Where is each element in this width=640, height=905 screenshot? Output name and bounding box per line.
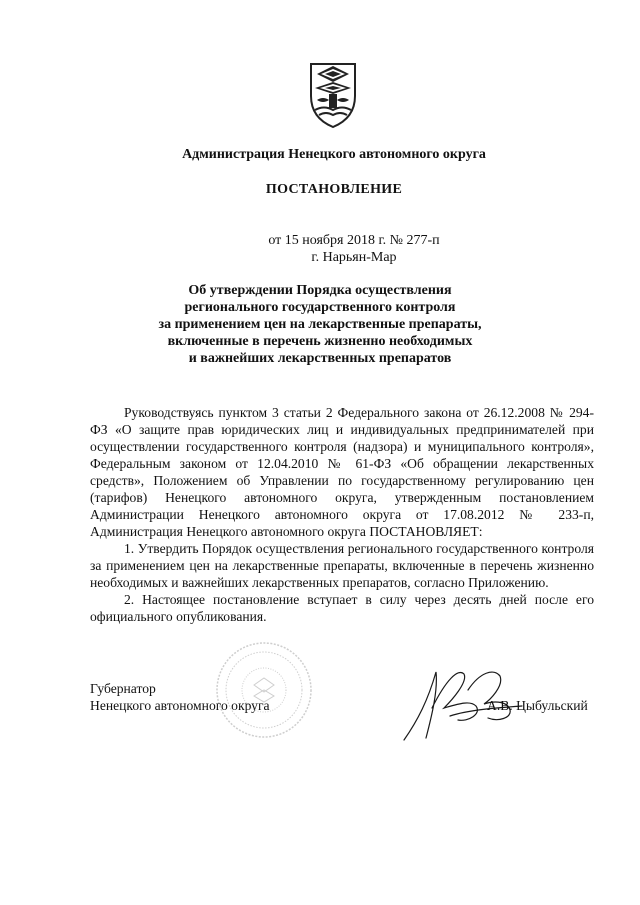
document-body	[90, 404, 594, 625]
body-paragraph-preamble: Руководствуясь пунктом 3 статьи 2 Федерального закона от 26.12.2008 № 294-ФЗ «О защите прав юридических лиц и индивидуальных предпринимателей при осуществлении государственного контроля (надзора) и муниципального контроля», Федеральным законом от 12.04.2010 № 61-ФЗ «Об обращении лекарственных средств», Положением об Управлении по государственному регулированию цен (тарифов) Ненецкого автономного округа, утвержденным постановлением Администрации Ненецкого автономного округа от 17.08.2012 № 233-п, Администрация Ненецкого автономного округа ПОСТАНОВЛЯЕТ:	[90, 405, 594, 539]
title-line: регионального государственного контроля	[184, 300, 456, 315]
date-number-line: от 15 ноября 2018 г. № 277-п	[268, 233, 440, 248]
city-line: г. Нарьян-Мар	[311, 250, 397, 265]
coat-of-arms-emblem	[303, 60, 363, 130]
body-paragraph-item-2: 2. Настоящее постановление вступает в силу через десять дней после его официального опубликования.	[90, 592, 594, 624]
title-line: Об утверждении Порядка осуществления	[188, 283, 452, 298]
title-line: и важнейших лекарственных препаратов	[188, 351, 452, 366]
title-line: включенные в перечень жизненно необходимых	[167, 334, 473, 349]
organization-name: Администрация Ненецкого автономного округа	[182, 147, 486, 162]
signatory-position-line: Ненецкого автономного округа	[90, 698, 270, 713]
document-title	[0, 282, 640, 367]
document-type: ПОСТАНОВЛЕНИЕ	[265, 182, 403, 197]
signatory-position-line: Губернатор	[90, 681, 156, 696]
title-line: за применением цен на лекарственные препараты,	[158, 317, 482, 332]
body-paragraph-item-1: 1. Утвердить Порядок осуществления регионального государственного контроля за применением цен на лекарственные препараты, включенные в перечень жизненно необходимых и важнейших лекарственных препаратов, согласно Приложению.	[90, 541, 594, 590]
signatory-name: А.В. Цыбульский	[487, 698, 588, 713]
signatory-position	[90, 680, 270, 714]
